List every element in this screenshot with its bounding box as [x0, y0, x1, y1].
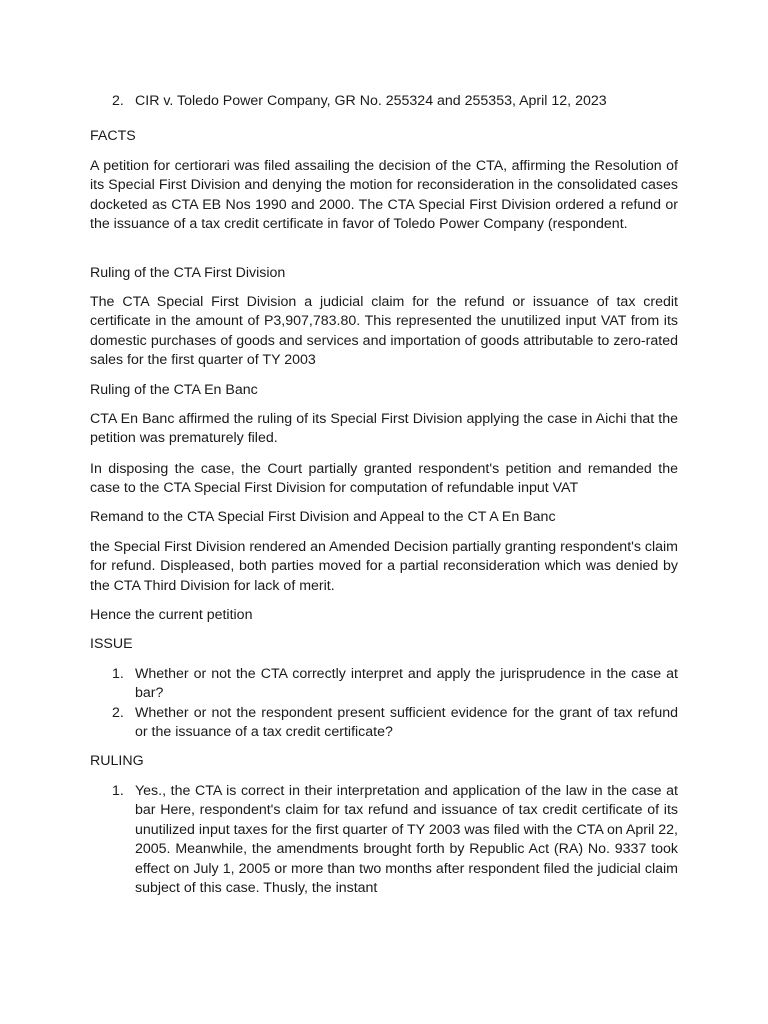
ruling-1-text: Yes., the CTA is correct in their interpretation and application of the law in the case at bar Here, respondent's claim for tax refund and issuance of tax credit certificate of its unutilized input taxes for the first quarter of TY 2003 was filed with the CTA on April 22, 2005. Meanwhile, the amendments brought forth by Republic Act (RA) No. 9337 took effect on July 1, 2005 or more than two months after respondent filed the judicial claim subject of this case. Thusly, the instant: [135, 783, 678, 897]
case-number: 2.: [112, 93, 124, 109]
facts-heading: FACTS: [90, 128, 136, 144]
issue-2-number: 2.: [112, 705, 124, 721]
ruling-heading: RULING: [90, 753, 144, 769]
en-banc-heading: Ruling of the CTA En Banc: [90, 382, 258, 398]
en-banc-paragraph: CTA En Banc affirmed the ruling of its Special First Division applying the case in Aichi that the petition was prematurely filed.: [90, 411, 678, 447]
facts-paragraph: A petition for certiorari was filed assailing the decision of the CTA, affirming the Resolution of its Special First Division and denying the motion for reconsideration in the consolidated cases docketed as CTA EB Nos 1990 and 2000. The CTA Special First Division ordered a refund or the issuance of a tax credit certificate in favor of Toledo Power Company (respondent.: [90, 158, 678, 233]
first-division-heading: Ruling of the CTA First Division: [90, 265, 286, 281]
ruling-1-number: 1.: [112, 783, 124, 799]
remand-paragraph: the Special First Division rendered an Amended Decision partially granting respondent's claim for refund. Displeased, both parties moved for a partial reconsideration which was denied by the CTA Third Division for lack of merit.: [90, 539, 678, 594]
first-division-paragraph: The CTA Special First Division a judicial claim for the refund or issuance of tax credit certificate in the amount of P3,907,783.80. This represented the unutilized input VAT from its domestic purchases of goods and services and importation of goods attributable to zero-rated sales for the first quarter of TY 2003: [90, 294, 678, 369]
remand-heading: Remand to the CTA Special First Division and Appeal to the CT A En Banc: [90, 509, 556, 525]
issue-1-number: 1.: [112, 666, 124, 682]
issue-heading: ISSUE: [90, 636, 133, 652]
remand-conclusion: Hence the current petition: [90, 607, 253, 623]
issue-1-text: Whether or not the CTA correctly interpret and apply the jurisprudence in the case at bar?: [135, 666, 678, 702]
disposition-paragraph: In disposing the case, the Court partially granted respondent's petition and remanded the case to the CTA Special First Division for computation of refundable input VAT: [90, 461, 678, 497]
issue-2-text: Whether or not the respondent present sufficient evidence for the grant of tax refund or the issuance of a tax credit certificate?: [135, 705, 678, 741]
case-title: CIR v. Toledo Power Company, GR No. 255324 and 255353, April 12, 2023: [135, 93, 607, 109]
